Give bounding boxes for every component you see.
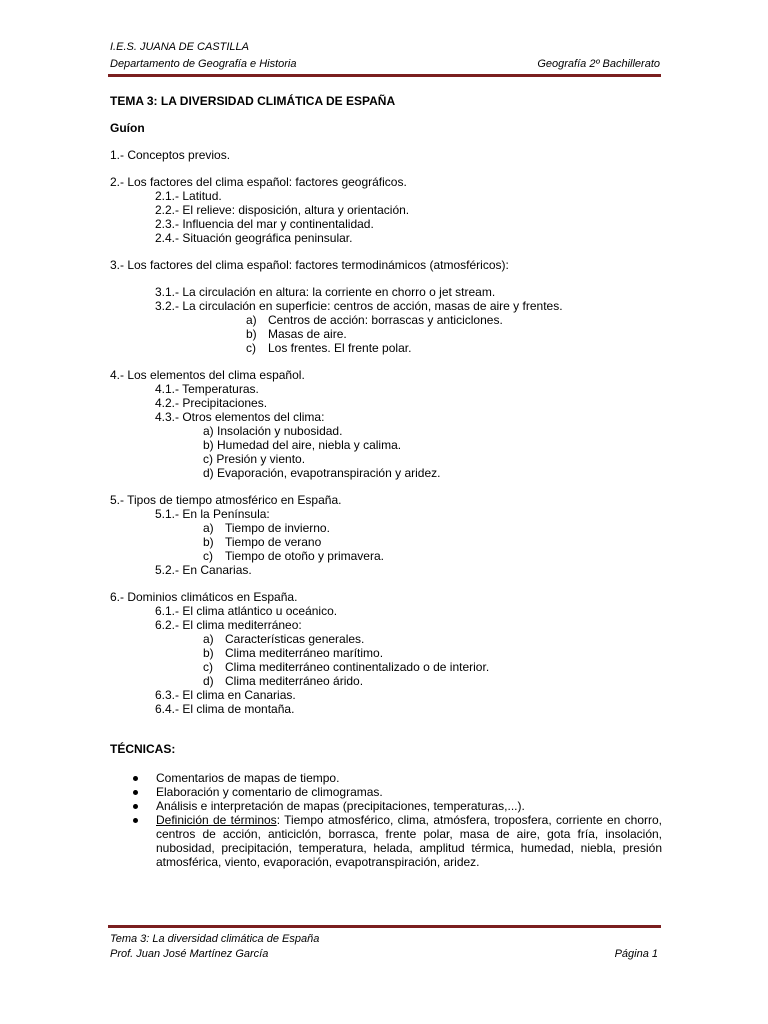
page-number: Página 1: [614, 948, 658, 960]
section-5-1-b: b) Tiempo de verano: [203, 535, 322, 549]
footer-divider: [108, 925, 661, 928]
section-5-1-a: a) Tiempo de invierno.: [203, 521, 330, 535]
section-5-1: 5.1.- En la Península:: [155, 507, 270, 521]
header-row: [110, 57, 660, 71]
section-6-4: 6.4.- El clima de montaña.: [155, 702, 295, 716]
footer-author: Prof. Juan José Martínez García: [110, 948, 269, 960]
section-2-2: 2.2.- El relieve: disposición, altura y orientación.: [155, 203, 410, 217]
section-2-3: 2.3.- Influencia del mar y continentalidad.: [155, 217, 374, 231]
tecnicas-item-definiciones: [110, 813, 662, 869]
section-4-3-d: d) Evaporación, evapotranspiración y aridez.: [203, 466, 441, 480]
bullet-icon: [110, 799, 156, 813]
tecnicas-item: Elaboración y comentario de climogramas.: [110, 785, 662, 799]
section-6-2: 6.2.- El clima mediterráneo:: [155, 618, 302, 632]
section-6-1: 6.1.- El clima atlántico u oceánico.: [155, 604, 338, 618]
section-4-1: 4.1.- Temperaturas.: [155, 382, 259, 396]
header-course: Geografía 2º Bachillerato: [537, 58, 660, 70]
section-5-1-c: c) Tiempo de otoño y primavera.: [203, 549, 384, 563]
section-6-3: 6.3.- El clima en Canarias.: [155, 688, 296, 702]
section-3-1: 3.1.- La circulación en altura: la corriente en chorro o jet stream.: [155, 285, 496, 299]
tecnicas-heading: TÉCNICAS:: [110, 742, 176, 756]
document-title: TEMA 3: LA DIVERSIDAD CLIMÁTICA DE ESPAÑA: [110, 94, 396, 108]
section-2-4: 2.4.- Situación geográfica peninsular.: [155, 231, 353, 245]
section-6: 6.- Dominios climáticos en España.: [110, 590, 298, 604]
footer-title: Tema 3: La diversidad climática de España: [110, 933, 320, 945]
section-2-1: 2.1.- Latitud.: [155, 189, 222, 203]
tecnicas-list: [110, 771, 662, 869]
section-6-2-d: d) Clima mediterráneo árido.: [203, 674, 364, 688]
section-2: 2.- Los factores del clima español: factores geográficos.: [110, 175, 407, 189]
section-4-2: 4.2.- Precipitaciones.: [155, 396, 268, 410]
guion-label: Guíon: [110, 121, 145, 135]
section-4-3: 4.3.- Otros elementos del clima:: [155, 410, 325, 424]
definicion-text: : Tiempo atmosférico, clima, atmósfera, troposfera, corriente en chorro, centros de acción, anticiclón, borrasca, frente polar, masa de aire, gota fría, insolación, nubosidad, precipitación, temperatura, helada, amplitud térmica, humedad, niebla, presión atmosférica, viento, evaporación, evapotranspiración, aridez.: [156, 813, 662, 869]
definicion-label: Definición de términos: [156, 813, 277, 827]
section-3: 3.- Los factores del clima español: factores termodinámicos (atmosféricos):: [110, 258, 509, 272]
section-3-2: 3.2.- La circulación en superficie: centros de acción, masas de aire y frentes.: [155, 299, 563, 313]
section-3-2-a: a) Centros de acción: borrascas y anticiclones.: [246, 313, 503, 327]
header-department: Departamento de Geografía e Historia: [110, 58, 297, 70]
section-6-2-c: c) Clima mediterráneo continentalizado o de interior.: [203, 660, 490, 674]
document-body: [110, 94, 662, 869]
header-school: I.E.S. JUANA DE CASTILLA: [110, 41, 249, 53]
section-4-3-a: a) Insolación y nubosidad.: [203, 424, 343, 438]
section-3-2-c: c) Los frentes. El frente polar.: [246, 341, 412, 355]
section-6-2-a: a) Características generales.: [203, 632, 365, 646]
section-5-2: 5.2.- En Canarias.: [155, 563, 252, 577]
bullet-icon: [110, 771, 156, 785]
tecnicas-item: Análisis e interpretación de mapas (precipitaciones, temperaturas,...).: [110, 799, 662, 813]
section-6-2-b: b) Clima mediterráneo marítimo.: [203, 646, 384, 660]
header-divider: [108, 74, 661, 77]
section-4-3-c: c) Presión y viento.: [203, 452, 306, 466]
section-3-2-b: b) Masas de aire.: [246, 327, 347, 341]
bullet-icon: [110, 813, 156, 827]
tecnicas-item: Comentarios de mapas de tiempo.: [110, 771, 662, 785]
section-1: 1.- Conceptos previos.: [110, 148, 231, 162]
section-4: 4.- Los elementos del clima español.: [110, 368, 305, 382]
section-4-3-b: b) Humedad del aire, niebla y calima.: [203, 438, 402, 452]
footer-row: [110, 947, 658, 961]
section-5: 5.- Tipos de tiempo atmosférico en España.: [110, 493, 342, 507]
bullet-icon: [110, 785, 156, 799]
